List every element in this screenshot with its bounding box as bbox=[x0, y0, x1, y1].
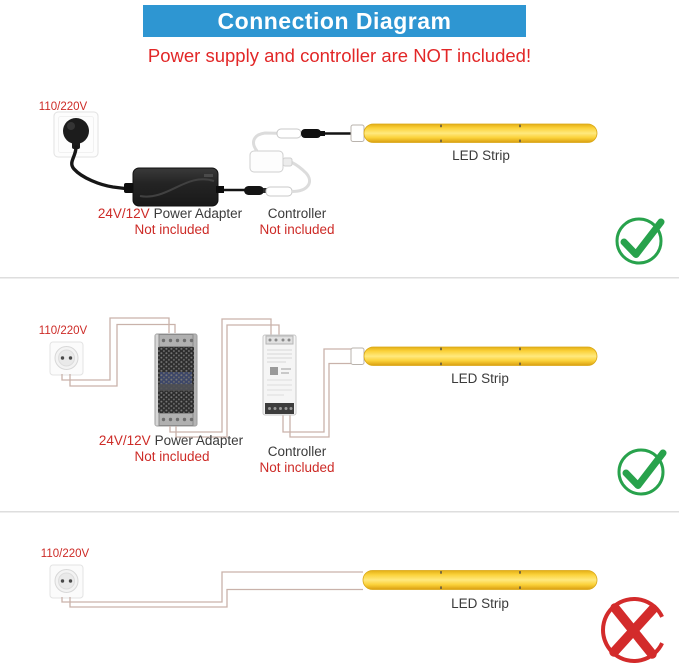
adapter-voltage: 24V/12V bbox=[98, 433, 151, 448]
voltage-label: 110/220V bbox=[40, 548, 90, 560]
led-strip bbox=[351, 124, 597, 143]
not-included-warning: Power supply and controller are NOT included! bbox=[147, 45, 532, 66]
led-strip-label: LED Strip bbox=[451, 371, 509, 386]
wall-outlet-round bbox=[50, 565, 83, 598]
check-icon bbox=[617, 219, 661, 263]
controller-label: Controller bbox=[267, 444, 327, 459]
direct-wires bbox=[62, 572, 363, 607]
led-strip bbox=[351, 347, 597, 366]
check-icon bbox=[619, 450, 663, 494]
adapter-voltage: 24V/12V bbox=[97, 206, 150, 221]
adapter-not-included: Not included bbox=[134, 222, 210, 237]
adapter-not-included: Not included bbox=[134, 449, 210, 464]
controller-inline-mini bbox=[244, 129, 325, 196]
divider-line bbox=[0, 511, 679, 513]
page-title: Connection Diagram bbox=[217, 7, 452, 34]
controller-label: Controller bbox=[267, 206, 327, 221]
adapter-label bbox=[99, 434, 243, 449]
adapter-name: Power Adapter bbox=[154, 433, 244, 448]
controller-not-included: Not included bbox=[259, 222, 335, 237]
led-strip-label: LED Strip bbox=[452, 148, 510, 163]
led-strip bbox=[363, 571, 597, 590]
wall-outlet-round bbox=[50, 342, 83, 375]
power-adapter-brick bbox=[124, 168, 224, 206]
adapter-label bbox=[98, 207, 242, 222]
voltage-label: 110/220V bbox=[38, 325, 88, 337]
slim-power-supply bbox=[155, 334, 197, 426]
cross-icon bbox=[603, 599, 662, 661]
divider-line bbox=[0, 277, 679, 279]
controller-not-included: Not included bbox=[259, 460, 335, 475]
controller-box bbox=[263, 335, 296, 415]
adapter-name: Power Adapter bbox=[153, 206, 243, 221]
led-strip-label: LED Strip bbox=[451, 596, 509, 611]
voltage-label: 110/220V bbox=[38, 101, 88, 113]
